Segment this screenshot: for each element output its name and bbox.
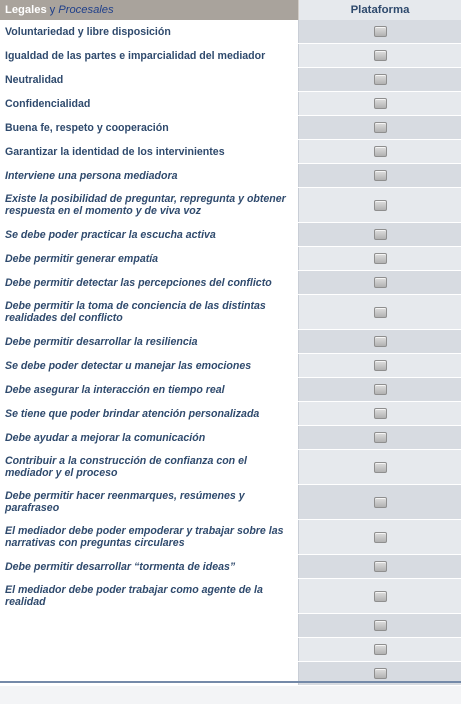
checkbox[interactable]	[374, 620, 387, 631]
requirement-label	[0, 638, 299, 661]
requirement-label: Se tiene que poder brindar atención personalizada	[0, 402, 299, 425]
requirement-label: Debe permitir desarrollar la resiliencia	[0, 330, 299, 353]
requirement-label: Existe la posibilidad de preguntar, repregunta y obtener respuesta en el momento y de viva voz	[0, 188, 299, 222]
plataforma-cell	[299, 614, 461, 637]
table-row	[0, 271, 461, 295]
checkbox[interactable]	[374, 200, 387, 211]
table-row	[0, 164, 461, 188]
plataforma-cell	[299, 402, 461, 425]
plataforma-cell	[299, 330, 461, 353]
checkbox[interactable]	[374, 26, 387, 37]
checkbox[interactable]	[374, 277, 387, 288]
checkbox[interactable]	[374, 462, 387, 473]
checkbox[interactable]	[374, 432, 387, 443]
requirement-label: Buena fe, respeto y cooperación	[0, 116, 299, 139]
table-row	[0, 188, 461, 223]
table-row	[0, 116, 461, 140]
table-row	[0, 140, 461, 164]
plataforma-cell	[299, 378, 461, 401]
table-row	[0, 44, 461, 68]
plataforma-cell	[299, 520, 461, 554]
plataforma-cell	[299, 140, 461, 163]
table-row	[0, 426, 461, 450]
checkbox[interactable]	[374, 668, 387, 679]
checkbox[interactable]	[374, 146, 387, 157]
plataforma-cell	[299, 92, 461, 115]
plataforma-cell	[299, 638, 461, 661]
checkbox[interactable]	[374, 561, 387, 572]
requirement-label: Neutralidad	[0, 68, 299, 91]
plataforma-cell	[299, 271, 461, 294]
plataforma-cell	[299, 20, 461, 43]
plataforma-cell	[299, 164, 461, 187]
plataforma-cell	[299, 354, 461, 377]
header-requirements	[0, 0, 299, 20]
plataforma-cell	[299, 295, 461, 329]
requirement-label	[0, 614, 299, 637]
table-row	[0, 402, 461, 426]
requirement-label: Debe permitir generar empatía	[0, 247, 299, 270]
table-header	[0, 0, 461, 20]
requirement-label: Debe permitir detectar las percepciones del conflicto	[0, 271, 299, 294]
requirement-label: Confidencialidad	[0, 92, 299, 115]
table-row	[0, 223, 461, 247]
table-row	[0, 579, 461, 614]
plataforma-cell	[299, 450, 461, 484]
checkbox[interactable]	[374, 408, 387, 419]
checkbox[interactable]	[374, 229, 387, 240]
plataforma-cell	[299, 485, 461, 519]
checkbox[interactable]	[374, 336, 387, 347]
table-row	[0, 354, 461, 378]
table-row	[0, 450, 461, 485]
table-row	[0, 20, 461, 44]
plataforma-cell	[299, 223, 461, 246]
table-row	[0, 92, 461, 116]
requirement-label: Debe permitir hacer reenmarques, resúmenes y parafraseo	[0, 485, 299, 519]
requirement-label: Se debe poder practicar la escucha activa	[0, 223, 299, 246]
table-row	[0, 330, 461, 354]
requirement-label: El mediador debe poder trabajar como agente de la realidad	[0, 579, 299, 613]
table-row	[0, 555, 461, 579]
checkbox[interactable]	[374, 497, 387, 508]
table-row	[0, 638, 461, 662]
requirement-label: Igualdad de las partes e imparcialidad del mediador	[0, 44, 299, 67]
checkbox[interactable]	[374, 591, 387, 602]
requirement-label: Debe permitir la toma de conciencia de las distintas realidades del conflicto	[0, 295, 299, 329]
requirement-label: Contribuir a la construcción de confianza con el mediador y el proceso	[0, 450, 299, 484]
requirement-label: El mediador debe poder empoderar y trabajar sobre las narrativas con preguntas circulares	[0, 520, 299, 554]
plataforma-cell	[299, 426, 461, 449]
requirement-label: Voluntariedad y libre disposición	[0, 20, 299, 43]
table-row	[0, 614, 461, 638]
plataforma-cell	[299, 555, 461, 578]
header-legales: Legales	[5, 4, 47, 16]
table-bottom-rule	[0, 681, 461, 683]
checkbox[interactable]	[374, 50, 387, 61]
table-row	[0, 485, 461, 520]
plataforma-cell	[299, 116, 461, 139]
checkbox[interactable]	[374, 644, 387, 655]
plataforma-cell	[299, 44, 461, 67]
checkbox[interactable]	[374, 532, 387, 543]
checkbox[interactable]	[374, 253, 387, 264]
plataforma-cell	[299, 579, 461, 613]
table-row	[0, 68, 461, 92]
requirement-label: Debe ayudar a mejorar la comunicación	[0, 426, 299, 449]
table-row	[0, 378, 461, 402]
header-y: y	[49, 4, 56, 16]
requirement-label: Interviene una persona mediadora	[0, 164, 299, 187]
checkbox[interactable]	[374, 98, 387, 109]
table-row	[0, 295, 461, 330]
table-row	[0, 520, 461, 555]
header-procesales: Procesales	[58, 4, 114, 16]
requirement-label: Se debe poder detectar u manejar las emociones	[0, 354, 299, 377]
plataforma-cell	[299, 188, 461, 222]
plataforma-cell	[299, 68, 461, 91]
checkbox[interactable]	[374, 360, 387, 371]
checkbox[interactable]	[374, 170, 387, 181]
checkbox[interactable]	[374, 384, 387, 395]
checkbox[interactable]	[374, 122, 387, 133]
plataforma-cell	[299, 247, 461, 270]
requirement-label: Debe asegurar la interacción en tiempo real	[0, 378, 299, 401]
requirement-label: Debe permitir desarrollar “tormenta de ideas”	[0, 555, 299, 578]
checkbox[interactable]	[374, 74, 387, 85]
header-plataforma: Plataforma	[299, 0, 461, 20]
table-body	[0, 20, 461, 686]
requirement-label: Garantizar la identidad de los intervinientes	[0, 140, 299, 163]
table-row	[0, 247, 461, 271]
checkbox[interactable]	[374, 307, 387, 318]
